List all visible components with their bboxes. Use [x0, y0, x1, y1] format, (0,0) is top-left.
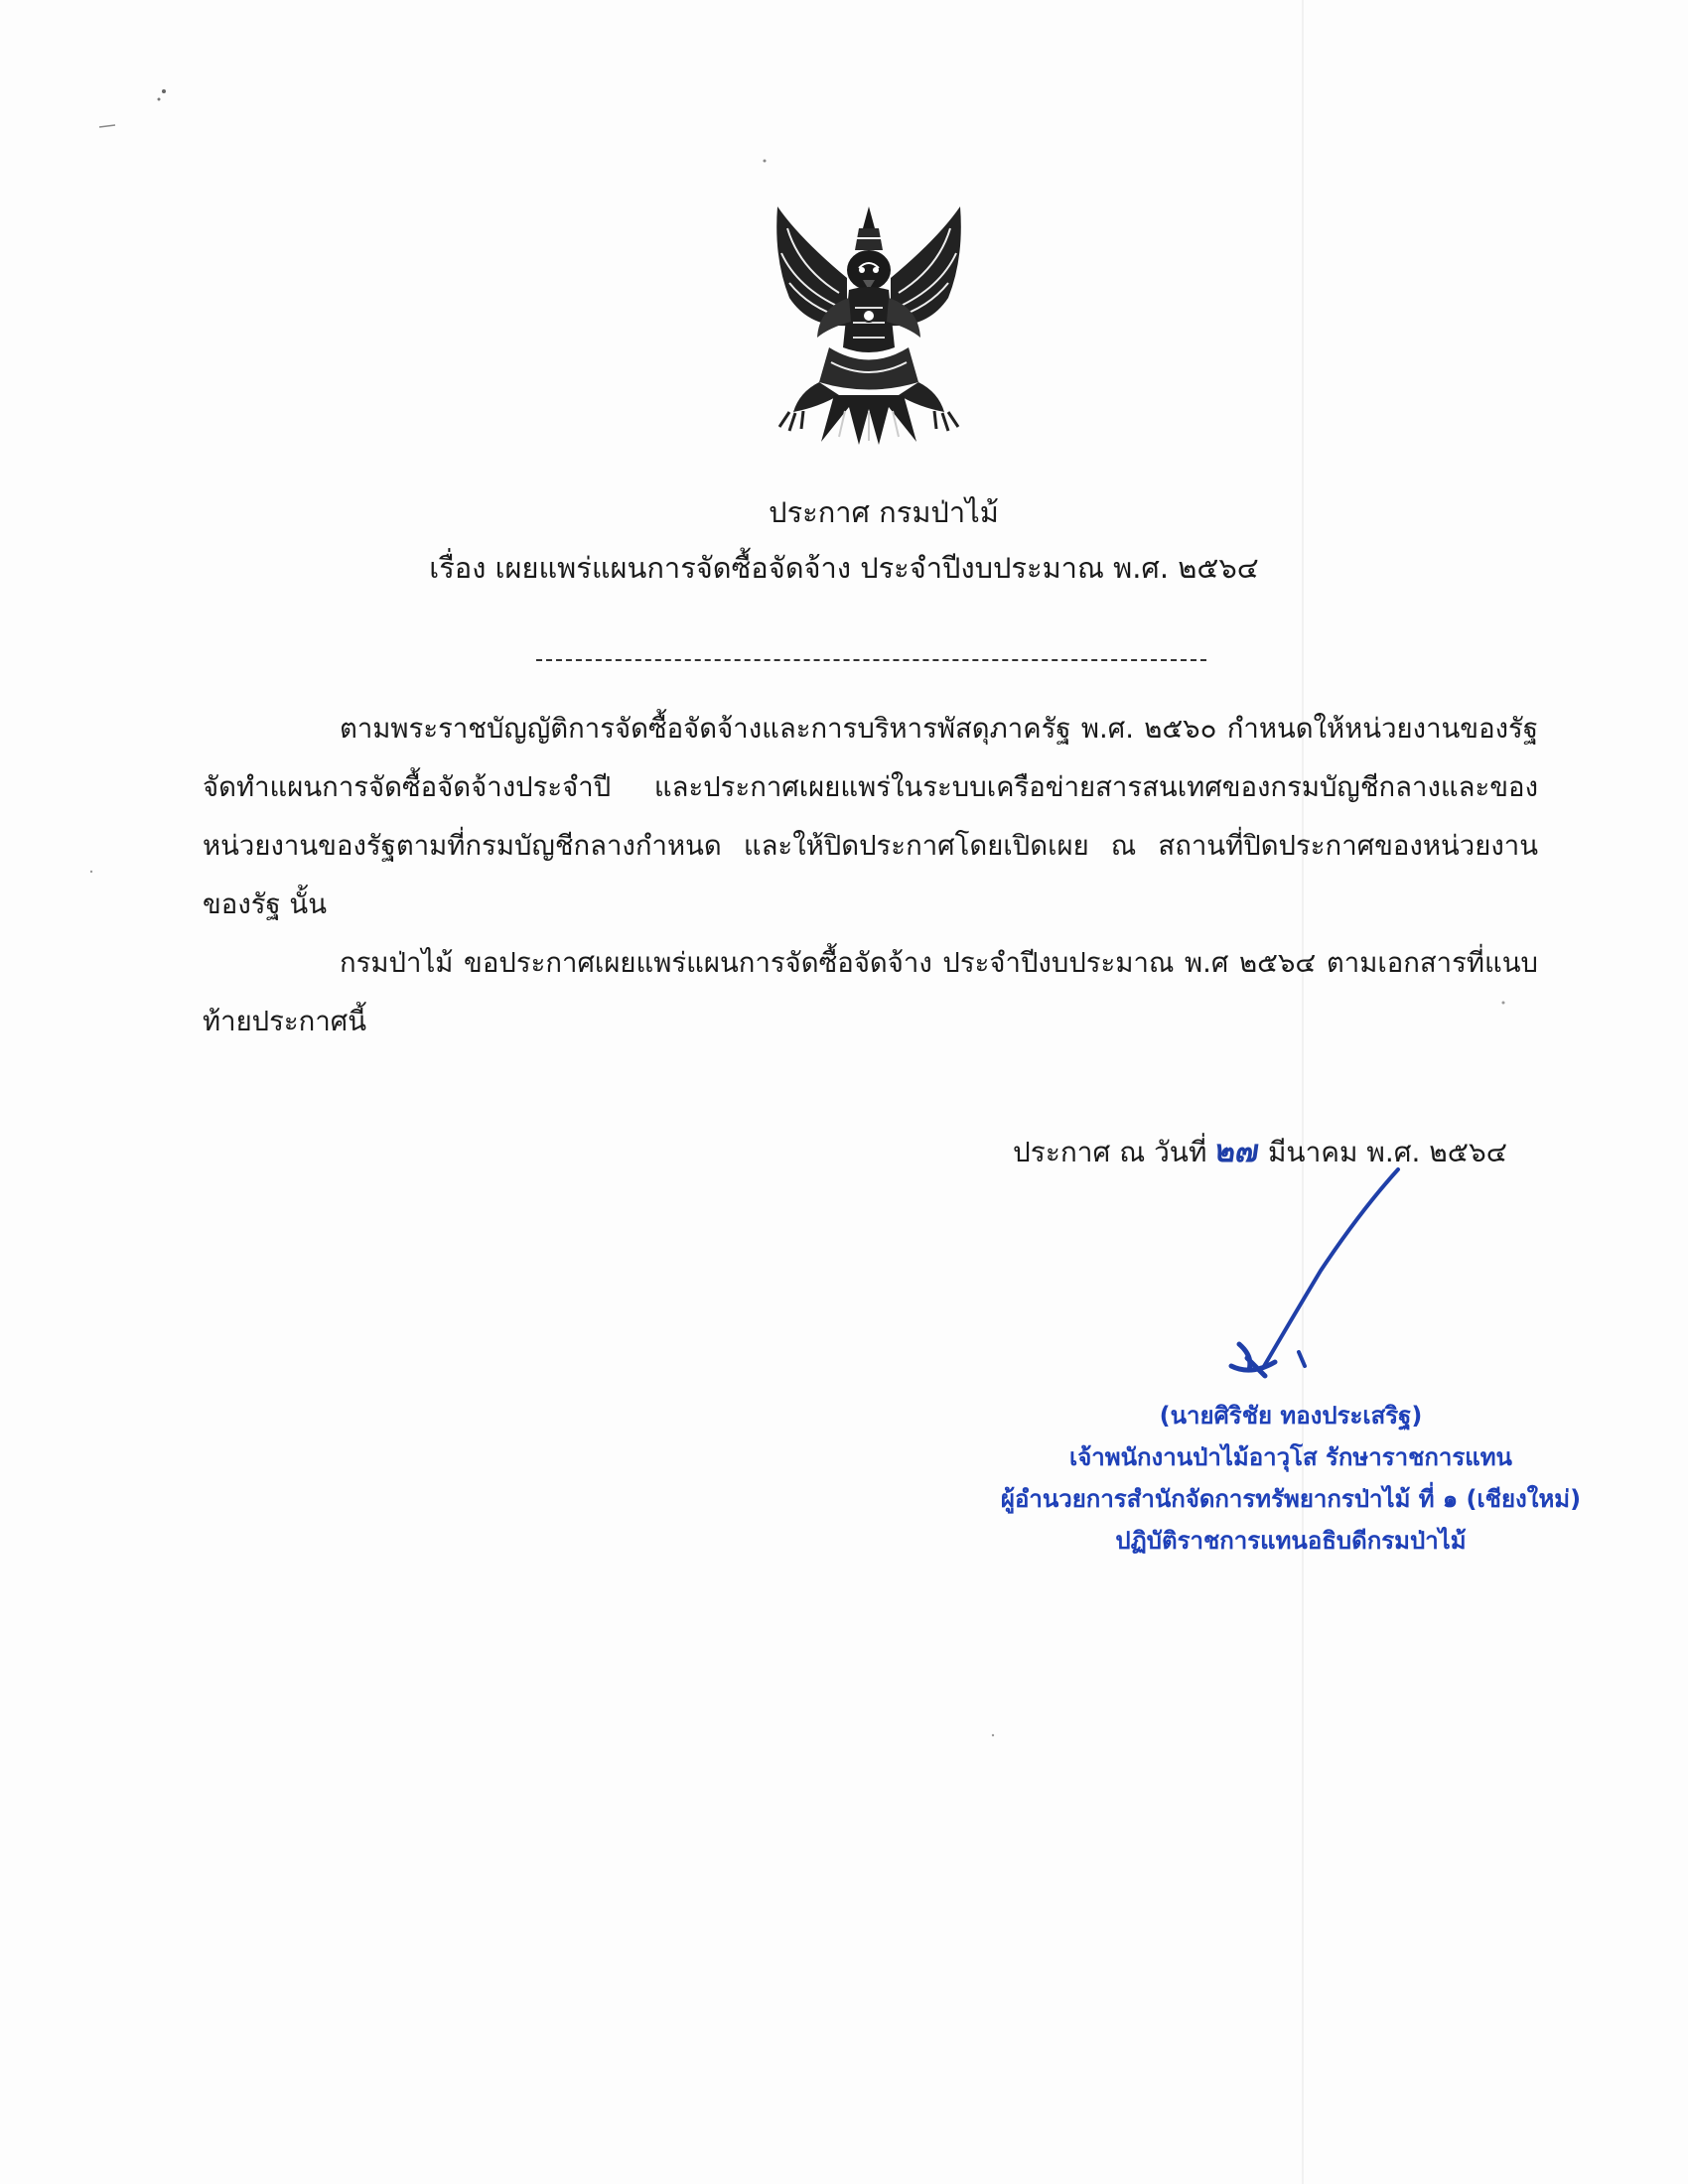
date-day-handwritten: ๒๗ [1212, 1134, 1262, 1169]
date-prefix: ประกาศ ณ วันที่ [1013, 1136, 1207, 1168]
signatory-position-1: เจ้าพนักงานป่าไม้อาวุโส รักษาราชการแทน [1069, 1443, 1512, 1471]
announcement-header [0, 484, 1688, 596]
announcement-subject: เรื่อง เผยแพร่แผนการจัดซื้อจัดจ้าง ประจำปีงบประมาณ พ.ศ. ๒๕๖๔ [429, 551, 1259, 585]
body-paragraph-2: กรมป่าไม้ ขอประกาศเผยแพร่แผนการจัดซื้อจัดจ้าง ประจำปีงบประมาณ พ.ศ ๒๕๖๔ ตามเอกสารที่แนบท้ายประกาศนี้ [203, 947, 1538, 1037]
signatory-name: (นายศิริชัย ทองประเสริฐ) [1159, 1402, 1423, 1430]
handwritten-signature [1192, 1132, 1450, 1390]
body-paragraph-1: ตามพระราชบัญญัติการจัดซื้อจัดจ้างและการบริหารพัสดุภาครัฐ พ.ศ. ๒๕๖๐ กำหนดให้หน่วยงานของรัฐจัดทำแผนการจัดซื้อจัดจ้างประจำปี และประกาศเผยแพร่ในระบบเครือข่ายสารสนเทศของกรมบัญชีกลางและของหน่วยงานของรัฐตามที่กรมบัญชีกลางกำหนด และให้ปิดประกาศโดยเปิดเผย ณ สถานที่ปิดประกาศของหน่วยงานของรัฐ นั้น [203, 713, 1538, 920]
dashed-divider [536, 659, 1206, 661]
signatory-position-3: ปฏิบัติราชการแทนอธิบดีกรมป่าไม้ [1115, 1527, 1467, 1555]
garuda-emblem-icon [760, 199, 978, 447]
announcement-body [203, 700, 1538, 1051]
signature-block [953, 1395, 1628, 1562]
announcement-title: ประกาศ กรมป่าไม้ [769, 495, 999, 529]
date-suffix: มีนาคม พ.ศ. ๒๕๖๔ [1267, 1136, 1507, 1168]
signatory-position-2: ผู้อำนวยการสำนักจัดการทรัพยากรป่าไม้ ที่ ๑ (เชียงใหม่) [1000, 1485, 1582, 1513]
